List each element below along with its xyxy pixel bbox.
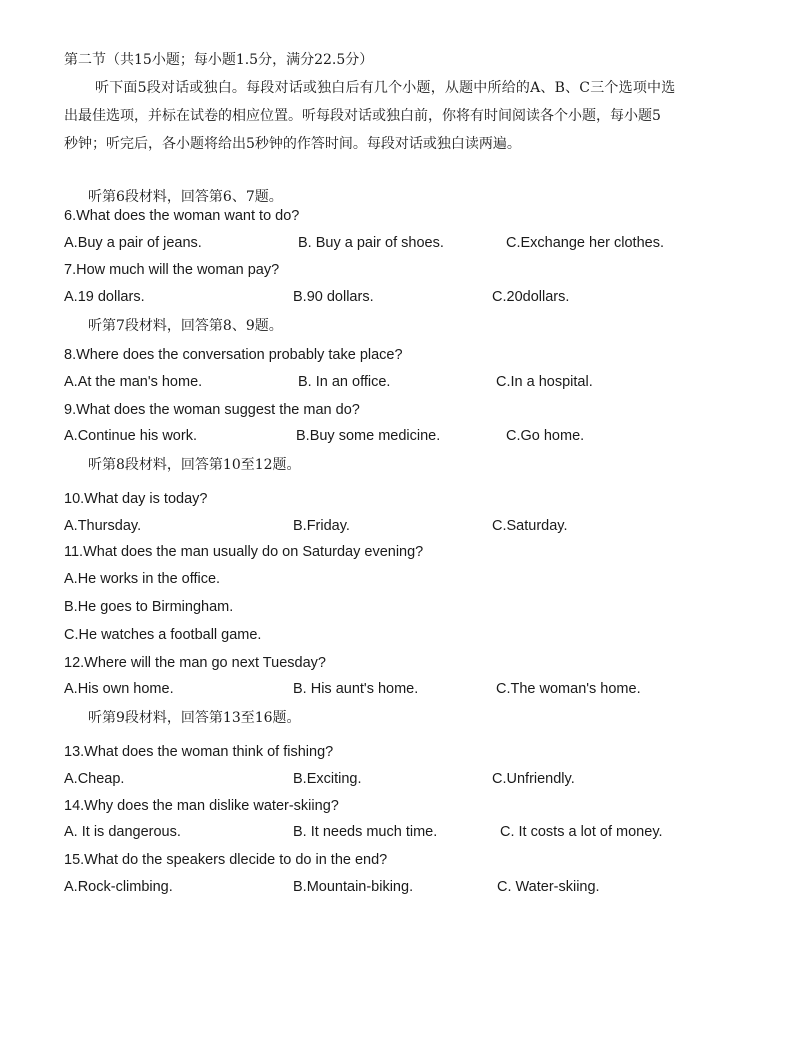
option-b: B.Friday.: [293, 518, 350, 534]
option-c: C.Exchange her clothes.: [506, 235, 664, 251]
question-6: 6.What does the woman want to do?: [64, 208, 300, 224]
option-c: C.In a hospital.: [496, 374, 593, 390]
option-a: A.Buy a pair of jeans.: [64, 235, 202, 251]
group-heading: 听第7段材料，回答第8、9题。: [88, 318, 283, 334]
section-title: 第二节（共15小题；每小题1.5分，满分22.5分）: [64, 52, 374, 68]
question-10: 10.What day is today?: [64, 491, 208, 507]
group-heading: 听第9段材料，回答第13至16题。: [88, 710, 301, 726]
option-b: B.Exciting.: [293, 771, 362, 787]
question-11: 11.What does the man usually do on Saturday evening?: [64, 544, 424, 560]
question-8: 8.Where does the conversation probably take place?: [64, 347, 403, 363]
option-c: C.He watches a football game.: [64, 627, 262, 643]
question-7: 7.How much will the woman pay?: [64, 262, 280, 278]
option-c: C.The woman's home.: [496, 681, 641, 697]
question-12: 12.Where will the man go next Tuesday?: [64, 655, 326, 671]
group-heading: 听第6段材料，回答第6、7题。: [88, 189, 283, 205]
option-b: B. In an office.: [298, 374, 391, 390]
option-b: B.Mountain-biking.: [293, 879, 414, 895]
option-c: C. Water-skiing.: [497, 879, 600, 895]
option-b: B. His aunt's home.: [293, 681, 419, 697]
question-15: 15.What do the speakers dlecide to do in the end?: [64, 852, 388, 868]
option-a: A.His own home.: [64, 681, 174, 697]
instruction-line-2: 出最佳选项，并标在试卷的相应位置。听每段对话或独白前，你将有时间阅读各个小题，每小题5: [64, 108, 661, 124]
option-c: C.Saturday.: [492, 518, 568, 534]
option-a: A.Cheap.: [64, 771, 125, 787]
option-b: B.Buy some medicine.: [296, 428, 441, 444]
instruction-line-1: 听下面5段对话或独白。每段对话或独白后有几个小题，从题中所给的A、B、C三个选项中选: [95, 80, 676, 96]
option-b: B.He goes to Birmingham.: [64, 599, 234, 615]
option-c: C. It costs a lot of money.: [500, 824, 663, 840]
option-a: A.He works in the office.: [64, 571, 221, 587]
option-a: A. It is dangerous.: [64, 824, 181, 840]
question-9: 9.What does the woman suggest the man do?: [64, 402, 360, 418]
instruction-line-3: 秒钟；听完后，各小题将给出5秒钟的作答时间。每段对话或独白读两遍。: [64, 136, 521, 152]
option-a: A.19 dollars.: [64, 289, 145, 305]
option-b: B. It needs much time.: [293, 824, 438, 840]
option-c: C.20dollars.: [492, 289, 570, 305]
group-heading: 听第8段材料，回答第10至12题。: [88, 457, 301, 473]
option-a: A.Thursday.: [64, 518, 142, 534]
option-b: B. Buy a pair of shoes.: [298, 235, 444, 251]
question-14: 14.Why does the man dislike water-skiing?: [64, 798, 339, 814]
option-a: A.Continue his work.: [64, 428, 197, 444]
option-a: A.At the man's home.: [64, 374, 203, 390]
option-a: A.Rock-climbing.: [64, 879, 173, 895]
question-13: 13.What does the woman think of fishing?: [64, 744, 334, 760]
option-b: B.90 dollars.: [293, 289, 374, 305]
option-c: C.Go home.: [506, 428, 585, 444]
option-c: C.Unfriendly.: [492, 771, 575, 787]
